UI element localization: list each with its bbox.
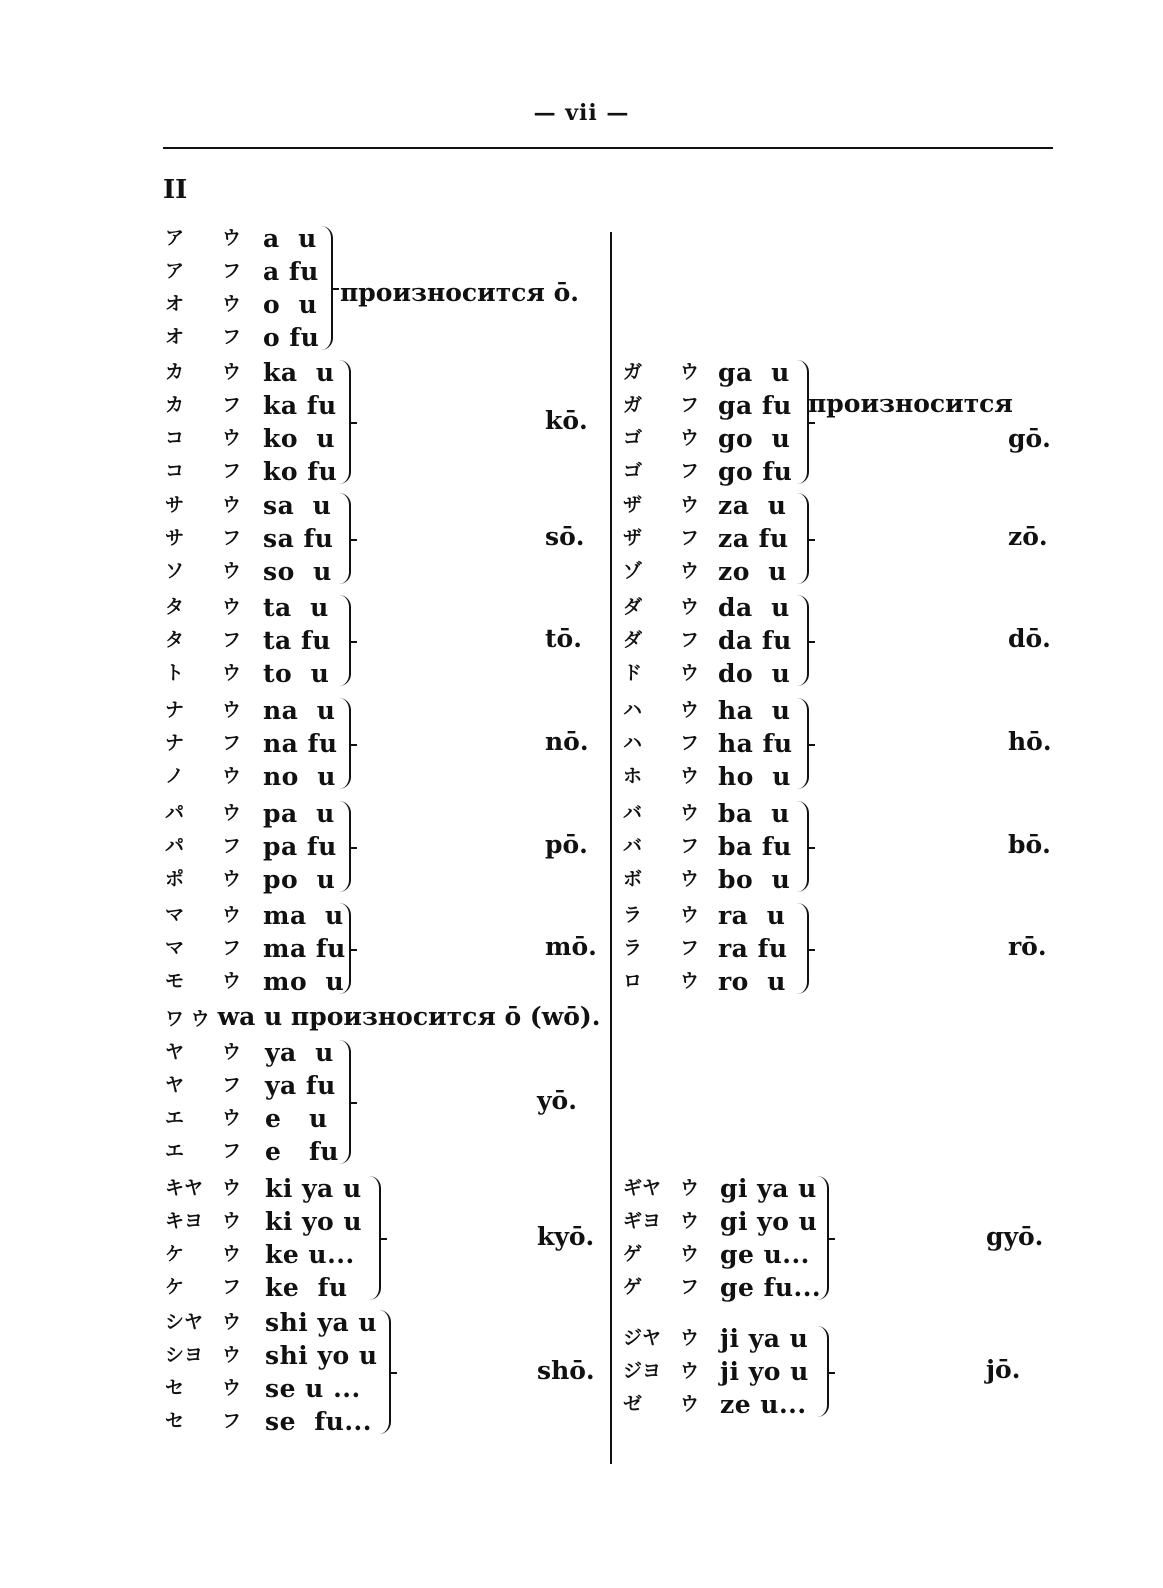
kana-second: フ (222, 1410, 242, 1432)
romanization: na u (263, 696, 336, 725)
romanization: na fu (263, 729, 338, 758)
kana-first: ホ (623, 765, 643, 787)
romanization: go fu (718, 457, 793, 486)
kana-first: ナ (165, 699, 185, 721)
kana-first: モ (165, 970, 185, 992)
romanization: pa u (263, 799, 335, 828)
column-divider (610, 232, 612, 1464)
kana-first: ゲ (623, 1243, 643, 1265)
romanization: ji ya u (720, 1324, 809, 1353)
romanization: ze u... (720, 1390, 807, 1419)
kana-first: ド (623, 662, 643, 684)
kana-first: セ (165, 1377, 185, 1399)
kana-second: ウ (680, 596, 700, 618)
romanization: to u (263, 659, 330, 688)
romanization: da u (718, 593, 790, 622)
kana-second: ウ (222, 1311, 242, 1333)
romanization: ha u (718, 696, 791, 725)
intro-note: произносится ō. (340, 277, 579, 307)
header-rule (163, 147, 1053, 149)
grouping-brace (793, 903, 809, 994)
kana-second: ウ (222, 970, 242, 992)
kana-second: フ (222, 1140, 242, 1162)
pronunciation-result: rō. (1008, 932, 1047, 961)
kana-second: ウ (222, 494, 242, 516)
romanization: sa u (263, 491, 332, 520)
kana-second: フ (222, 835, 242, 857)
romanization: go u (718, 424, 791, 453)
page-number-header: — vii — (533, 100, 630, 126)
kana-first: パ (165, 802, 185, 824)
kana-second: フ (680, 394, 700, 416)
kana-second: ウ (222, 427, 242, 449)
romanization: ta fu (263, 626, 331, 655)
kana-second: ウ (680, 868, 700, 890)
romanization: po u (263, 865, 336, 894)
romanization: ho u (718, 762, 791, 791)
kana-first: ハ (623, 699, 643, 721)
kana-first: ハ (623, 732, 643, 754)
romanization: ba u (718, 799, 790, 828)
romanization: ra fu (718, 934, 788, 963)
romanization: ke u... (265, 1240, 355, 1269)
romanization: ma fu (263, 934, 346, 963)
right-note: произносится (808, 389, 1013, 418)
kana-first: ラ (623, 937, 643, 959)
romanization: ya u (265, 1038, 334, 1067)
grouping-brace (793, 360, 809, 484)
kana-first: マ (165, 937, 185, 959)
romanization: ra u (718, 901, 786, 930)
kana-second: フ (222, 1074, 242, 1096)
kana-second: フ (680, 460, 700, 482)
kana-second: ウ (680, 802, 700, 824)
grouping-brace (813, 1176, 829, 1300)
grouping-brace (813, 1326, 829, 1417)
grouping-brace (335, 903, 351, 994)
romanization: se u ... (265, 1374, 361, 1403)
kana-first: ナ (165, 732, 185, 754)
grouping-brace (335, 360, 351, 484)
kana-first: ダ (623, 629, 643, 651)
grouping-brace (365, 1176, 381, 1300)
pronunciation-result: tō. (545, 624, 582, 653)
romanization: ke fu (265, 1273, 348, 1302)
kana-first: エ (165, 1107, 185, 1129)
grouping-brace (335, 595, 351, 686)
kana-first: シヤ (165, 1311, 204, 1333)
kana-first: キヤ (165, 1177, 204, 1199)
pronunciation-result: dō. (1008, 624, 1051, 653)
romanization: mo u (263, 967, 345, 996)
romanization: za fu (718, 524, 789, 553)
romanization: sa fu (263, 524, 334, 553)
pronunciation-result: kyō. (537, 1221, 595, 1251)
kana-second: ウ (222, 662, 242, 684)
romanization: ge fu... (720, 1273, 822, 1302)
romanization: da fu (718, 626, 792, 655)
kana-first: サ (165, 494, 185, 516)
grouping-brace (335, 493, 351, 584)
kana-second: フ (680, 1276, 700, 1298)
kana-second: ウ (222, 596, 242, 618)
kana-second: ウ (222, 904, 242, 926)
kana-second: ウ (222, 868, 242, 890)
wa-text: wa u произносится ō (wō). (217, 1002, 601, 1031)
kana-second: フ (222, 460, 242, 482)
kana-second: ウ (222, 1210, 242, 1232)
kana-first: カ (165, 361, 185, 383)
kana-second: フ (222, 937, 242, 959)
kana-first: エ (165, 1140, 185, 1162)
wa-note (165, 1000, 600, 1036)
romanization: ta u (263, 593, 329, 622)
kana-first: タ (165, 596, 185, 618)
romanization: ro u (718, 967, 786, 996)
romanization: za u (718, 491, 787, 520)
romanization: shi ya u (265, 1308, 378, 1337)
kana-second: ウ (222, 1344, 242, 1366)
kana-first: オ (165, 326, 185, 348)
kana-second: ウ (222, 1377, 242, 1399)
kana-first: ダ (623, 596, 643, 618)
kana-second: ウ (680, 970, 700, 992)
romanization: ha fu (718, 729, 793, 758)
romanization: zo u (718, 557, 787, 586)
romanization: a u (263, 224, 317, 253)
grouping-brace (375, 1310, 391, 1434)
kana-first: ガ (623, 394, 643, 416)
kana-second: ウ (680, 361, 700, 383)
kana-second: ウ (680, 1393, 700, 1415)
kana-first: ガ (623, 361, 643, 383)
kana-second: ウ (680, 662, 700, 684)
kana-first: ゲ (623, 1276, 643, 1298)
kana-first: ポ (165, 868, 185, 890)
kana-second: ウ (680, 699, 700, 721)
kana-first: ボ (623, 868, 643, 890)
kana-second: ウ (222, 1177, 242, 1199)
romanization: ki ya u (265, 1174, 362, 1203)
kana-first: バ (623, 802, 643, 824)
pronunciation-result: gō. (1008, 423, 1051, 453)
kana-second: ウ (680, 765, 700, 787)
kana-first: ゼ (623, 1393, 643, 1415)
romanization: a fu (263, 257, 319, 286)
kana-second: フ (680, 835, 700, 857)
kana-first: ケ (165, 1276, 185, 1298)
kana-second: ウ (222, 293, 242, 315)
grouping-brace (335, 1040, 351, 1164)
kana-first: タ (165, 629, 185, 651)
kana-second: フ (222, 394, 242, 416)
kana-first: キヨ (165, 1210, 204, 1232)
grouping-brace (793, 801, 809, 892)
kana-second: フ (222, 260, 242, 282)
kana-first: ジヤ (623, 1327, 662, 1349)
kana-second: フ (222, 326, 242, 348)
kana-second: フ (222, 527, 242, 549)
wa-kana: ワ ウ (165, 1008, 210, 1030)
kana-second: フ (680, 732, 700, 754)
romanization: ka fu (263, 391, 337, 420)
romanization: ki yo u (265, 1207, 363, 1236)
pronunciation-result: gyō. (986, 1221, 1044, 1251)
kana-first: パ (165, 835, 185, 857)
pronunciation-result: yō. (537, 1085, 577, 1115)
pronunciation-result: mō. (545, 932, 597, 961)
pronunciation-result: zō. (1008, 522, 1048, 551)
romanization: ga fu (718, 391, 792, 420)
pronunciation-result: pō. (545, 830, 588, 859)
romanization: gi yo u (720, 1207, 818, 1236)
romanization: ba fu (718, 832, 792, 861)
kana-second: フ (680, 527, 700, 549)
grouping-brace (793, 493, 809, 584)
grouping-brace (317, 226, 333, 350)
romanization: se fu... (265, 1407, 372, 1436)
kana-first: ト (165, 662, 185, 684)
romanization: pa fu (263, 832, 337, 861)
romanization: gi ya u (720, 1174, 817, 1203)
romanization: e u (265, 1104, 328, 1133)
kana-first: ギヨ (623, 1210, 662, 1232)
kana-first: バ (623, 835, 643, 857)
kana-first: ア (165, 227, 185, 249)
section-label: II (163, 175, 188, 205)
kana-second: ウ (680, 1243, 700, 1265)
romanization: o u (263, 290, 318, 319)
kana-first: サ (165, 527, 185, 549)
kana-second: ウ (680, 427, 700, 449)
kana-first: ヤ (165, 1074, 185, 1096)
kana-second: ウ (222, 1243, 242, 1265)
kana-second: ウ (222, 699, 242, 721)
kana-first: ソ (165, 560, 185, 582)
kana-second: ウ (222, 560, 242, 582)
romanization: ge u... (720, 1240, 810, 1269)
kana-second: ウ (680, 560, 700, 582)
kana-second: ウ (222, 1041, 242, 1063)
kana-second: ウ (222, 802, 242, 824)
kana-first: ギヤ (623, 1177, 662, 1199)
kana-first: シヨ (165, 1344, 204, 1366)
romanization: shi yo u (265, 1341, 378, 1370)
kana-second: フ (222, 732, 242, 754)
romanization: o fu (263, 323, 320, 352)
pronunciation-result: kō. (545, 405, 588, 435)
grouping-brace (335, 698, 351, 789)
romanization: ma u (263, 901, 344, 930)
kana-second: ウ (222, 1107, 242, 1129)
kana-first: ロ (623, 970, 643, 992)
kana-first: コ (165, 427, 185, 449)
romanization: so u (263, 557, 332, 586)
romanization: e fu (265, 1137, 339, 1166)
romanization: ko fu (263, 457, 338, 486)
kana-second: フ (222, 1276, 242, 1298)
kana-first: ゴ (623, 427, 643, 449)
pronunciation-result: sō. (545, 522, 585, 551)
pronunciation-result: nō. (545, 727, 589, 756)
pronunciation-result: hō. (1008, 727, 1052, 756)
kana-second: ウ (680, 494, 700, 516)
kana-first: ケ (165, 1243, 185, 1265)
kana-second: ウ (222, 227, 242, 249)
kana-first: ラ (623, 904, 643, 926)
romanization: ji yo u (720, 1357, 809, 1386)
kana-first: マ (165, 904, 185, 926)
pronunciation-result: shō. (537, 1355, 595, 1385)
kana-first: ヤ (165, 1041, 185, 1063)
kana-second: ウ (222, 765, 242, 787)
kana-second: ウ (680, 1210, 700, 1232)
kana-second: ウ (222, 361, 242, 383)
kana-first: コ (165, 460, 185, 482)
kana-first: ザ (623, 527, 643, 549)
pronunciation-result: jō. (986, 1355, 1021, 1384)
kana-second: ウ (680, 1177, 700, 1199)
kana-second: ウ (680, 1360, 700, 1382)
kana-first: ジヨ (623, 1360, 662, 1382)
kana-second: フ (680, 629, 700, 651)
kana-first: ゴ (623, 460, 643, 482)
romanization: ga u (718, 358, 790, 387)
grouping-brace (793, 698, 809, 789)
kana-first: ゾ (623, 560, 643, 582)
kana-first: ザ (623, 494, 643, 516)
kana-second: フ (222, 629, 242, 651)
grouping-brace (335, 801, 351, 892)
romanization: ko u (263, 424, 336, 453)
romanization: ya fu (265, 1071, 336, 1100)
romanization: ka u (263, 358, 335, 387)
grouping-brace (793, 595, 809, 686)
romanization: no u (263, 762, 336, 791)
kana-first: カ (165, 394, 185, 416)
romanization: bo u (718, 865, 791, 894)
kana-first: セ (165, 1410, 185, 1432)
kana-first: ノ (165, 765, 185, 787)
romanization: do u (718, 659, 791, 688)
kana-first: ア (165, 260, 185, 282)
pronunciation-result: bō. (1008, 830, 1051, 859)
kana-first: オ (165, 293, 185, 315)
kana-second: ウ (680, 904, 700, 926)
kana-second: フ (680, 937, 700, 959)
kana-second: ウ (680, 1327, 700, 1349)
